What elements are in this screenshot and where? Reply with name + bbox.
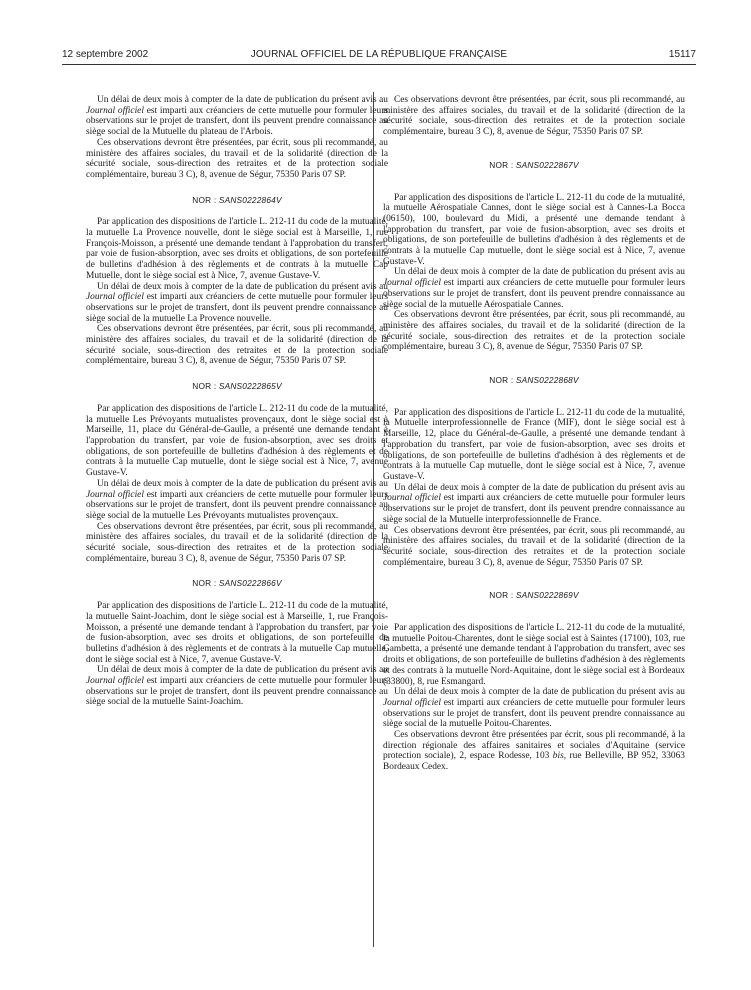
nor-heading: NOR : SANS0222866V [192,578,282,589]
delai-paragraph: Un délai de deux mois à compter de la date de publication du présent avis au Journal officiel est imparti aux créanciers de cette mutuelle pour formuler leurs observations sur le projet de transfert, dont ils peuvent prendre connaissance au siège social de la mutuelle Poitou-Charentes. [383,687,685,730]
nor-heading: NOR : SANS0222864V [192,194,282,205]
delai-paragraph: Un délai de deux mois à compter de la date de publication du présent avis au Journal officiel est imparti aux créanciers de cette mutuelle pour formuler leurs observations sur le projet de transfert, dont ils peuvent prendre connaissance au siège social de la mutuelle Saint-Joachim. [86,665,388,708]
transfer-paragraph: Par application des dispositions de l'article L. 212-11 du code de la mutualité, la Mutuelle interprofessionnelle de France (MIF), dont le siège social est à Marseille, 12, place du Général-de-Gaulle, a présenté une demande tendant à l'approbation du transfert, par voie de fusion-absorption, avec ses droits et obligations, de son portefeuille de bulletins d'adhésion à des règlements et de contrats à la mutuelle Cap mutuelle, dont le siège social est à Nice, 7, avenue Gustave-V. [383,407,685,482]
observations-paragraph: Ces observations devront être présentées, par écrit, sous pli recommandé, au ministère des affaires sociales, du travail et de la solidarité (direction de la sécurité sociale, sous-direction des retraites et de la protection sociale complémentaire, bureau 3 C), 8, avenue de Ségur, 75350 Paris 07 SP. [383,95,685,138]
nor-heading: NOR : SANS0222865V [192,381,282,392]
delai-paragraph: Un délai de deux mois à compter de la date de publication du présent avis au Journal officiel est imparti aux créanciers de cette mutuelle pour formuler leurs observations sur le projet de transfert, dont ils peuvent prendre connaissance au siège social de la mutuelle Les Prévoyants mutualistes provençaux. [86,478,388,521]
right-column [383,95,685,773]
observations-paragraph: Ces observations devront être présentées, par écrit, sous pli recommandé, au ministère des affaires sociales, du travail et de la solidarité (direction de la sécurité sociale, sous-direction des retraites et de la protection sociale complémentaire, bureau 3 C), 8, avenue de Ségur, 75350 Paris 07 SP. [86,521,388,564]
transfer-paragraph: Par application des dispositions de l'article L. 212-11 du code de la mutualité, la mutuelle Saint-Joachim, dont le siège social est à Marseille, 1, rue François-Moisson, a présenté une demande tendant à l'approbation du transfert, par voie de fusion-absorption, avec ses droits et obligations, de son portefeuille de bulletins d'adhésion à des règlements et de contrats à la mutuelle Cap mutuelle, dont le siège social est à Nice, 7, avenue Gustave-V. [86,601,388,665]
intro-observations-paragraph: Ces observations devront être présentées, par écrit, sous pli recommandé, au ministère des affaires sociales, du travail et de la solidarité (direction de la sécurité sociale, sous-direction des retraites et de la protection sociale complémentaire, bureau 3 C), 8, avenue de Ségur, 75350 Paris 07 SP. [86,137,388,180]
header-title: JOURNAL OFFICIEL DE LA RÉPUBLIQUE FRANÇAISE [250,49,508,60]
nor-heading: NOR : SANS0222869V [489,590,579,601]
delai-paragraph: Un délai de deux mois à compter de la date de publication du présent avis au Journal officiel est imparti aux créanciers de cette mutuelle pour formuler leurs observations sur le projet de transfert, dont ils peuvent prendre connaissance au siège social de la mutuelle La Provence nouvelle. [86,281,388,324]
nor-heading: NOR : SANS0222868V [489,375,579,386]
header-page-number: 15117 [668,49,696,60]
transfer-paragraph: Par application des dispositions de l'article L. 212-11 du code de la mutualité, la mutuelle Poitou-Charentes, dont le siège social est à Saintes (17100), 103, rue Gambetta, a présenté une demande tendant à l'approbation du transfert, avec ses droits et obligations, de son portefeuille de bulletins d'adhésion à des règlements et des contrats à la mutuelle Nord-Aquitaine, dont le siège social est à Bordeaux (33800), 8, rue Esmangard. [383,623,685,687]
header-rule [62,64,696,65]
observations-paragraph: Ces observations devront être présentées, par écrit, sous pli recommandé, au ministère des affaires sociales, du travail et de la solidarité (direction de la sécurité sociale, sous-direction des retraites et de la protection sociale complémentaire, bureau 3 C), 8, avenue de Ségur, 75350 Paris 07 SP. [383,525,685,568]
delai-paragraph: Un délai de deux mois à compter de la date de publication du présent avis au Journal officiel est imparti aux créanciers de cette mutuelle pour formuler leurs observations sur le projet de transfert, dont ils peuvent prendre connaissance au siège social de la mutuelle Aérospatiale Cannes. [383,267,685,310]
observations-paragraph: Ces observations devront être présentées, par écrit, sous pli recommandé, au ministère des affaires sociales, du travail et de la solidarité (direction de la sécurité sociale, sous-direction des retraites et de la protection sociale complémentaire, bureau 3 C), 8, avenue de Ségur, 75350 Paris 07 SP. [383,310,685,353]
observations-paragraph: Ces observations devront être présentées, par écrit, sous pli recommandé, au ministère des affaires sociales, du travail et de la solidarité (direction de la sécurité sociale, sous-direction des retraites et de la protection sociale complémentaire, bureau 3 C), 8, avenue de Ségur, 75350 Paris 07 SP. [86,324,388,367]
left-column [86,95,388,708]
transfer-paragraph: Par application des dispositions de l'article L. 212-11 du code de la mutualité, la mutuelle Aérospatiale Cannes, dont le siège social est à Cannes-La Bocca (06150), 100, boulevard du Midi, a présenté une demande tendant à l'approbation du transfert, par voie de fusion-absorption, avec ses droits et obligations, de son portefeuille de bulletins d'adhésion à des règlements et de contrats à la mutuelle Cap mutuelle, dont le siège social est à Nice, 7, avenue Gustave-V. [383,192,685,267]
intro-delai-paragraph: Un délai de deux mois à compter de la date de publication du présent avis au Journal officiel est imparti aux créanciers de cette mutuelle pour formuler leurs observations sur le projet de transfert, dont ils peuvent prendre connaissance au siège social de la Mutuelle du plateau de l'Arbois. [86,95,388,138]
delai-paragraph: Un délai de deux mois à compter de la date de publication du présent avis au Journal officiel est imparti aux créanciers de cette mutuelle pour formuler leurs observations sur le projet de transfert, dont ils peuvent prendre connaissance au siège social de la Mutuelle interprofessionnelle de France. [383,482,685,525]
header-date: 12 septembre 2002 [62,49,149,60]
transfer-paragraph: Par application des dispositions de l'article L. 212-11 du code de la mutualité, la mutuelle La Provence nouvelle, dont le siège social est à Marseille, 1, rue François-Moisson, a présenté une demande tendant à l'approbation du transfert, par voie de fusion-absorption, avec ses droits et obligations, de son portefeuille de bulletins d'adhésion à des règlements et de contrats à la mutuelle Cap Mutuelle, dont le siège social est à Nice, 7, avenue Gustave-V. [86,217,388,281]
regional-observations-paragraph: Ces observations devront être présentées par écrit, sous pli recommandé, à la direction régionale des affaires sanitaires et sociales d'Aquitaine (service protection sociale), 2, espace Rodesse, 103 bis, rue Belleville, BP 952, 33063 Bordeaux Cedex. [383,730,685,773]
nor-heading: NOR : SANS0222867V [489,159,579,170]
transfer-paragraph: Par application des dispositions de l'article L. 212-11 du code de la mutualité, la mutuelle Les Prévoyants mutualistes provençaux, dont le siège social est à Marseille, 11, place du Général-de-Gaulle, a présenté une demande tendant à l'approbation du transfert, par voie de fusion-absorption, avec ses droits et obligations, de son portefeuille de bulletins d'adhésion à des règlements et de contrats à la mutuelle Cap mutuelle, dont le siège social est à Nice, 7, avenue Gustave-V. [86,403,388,479]
